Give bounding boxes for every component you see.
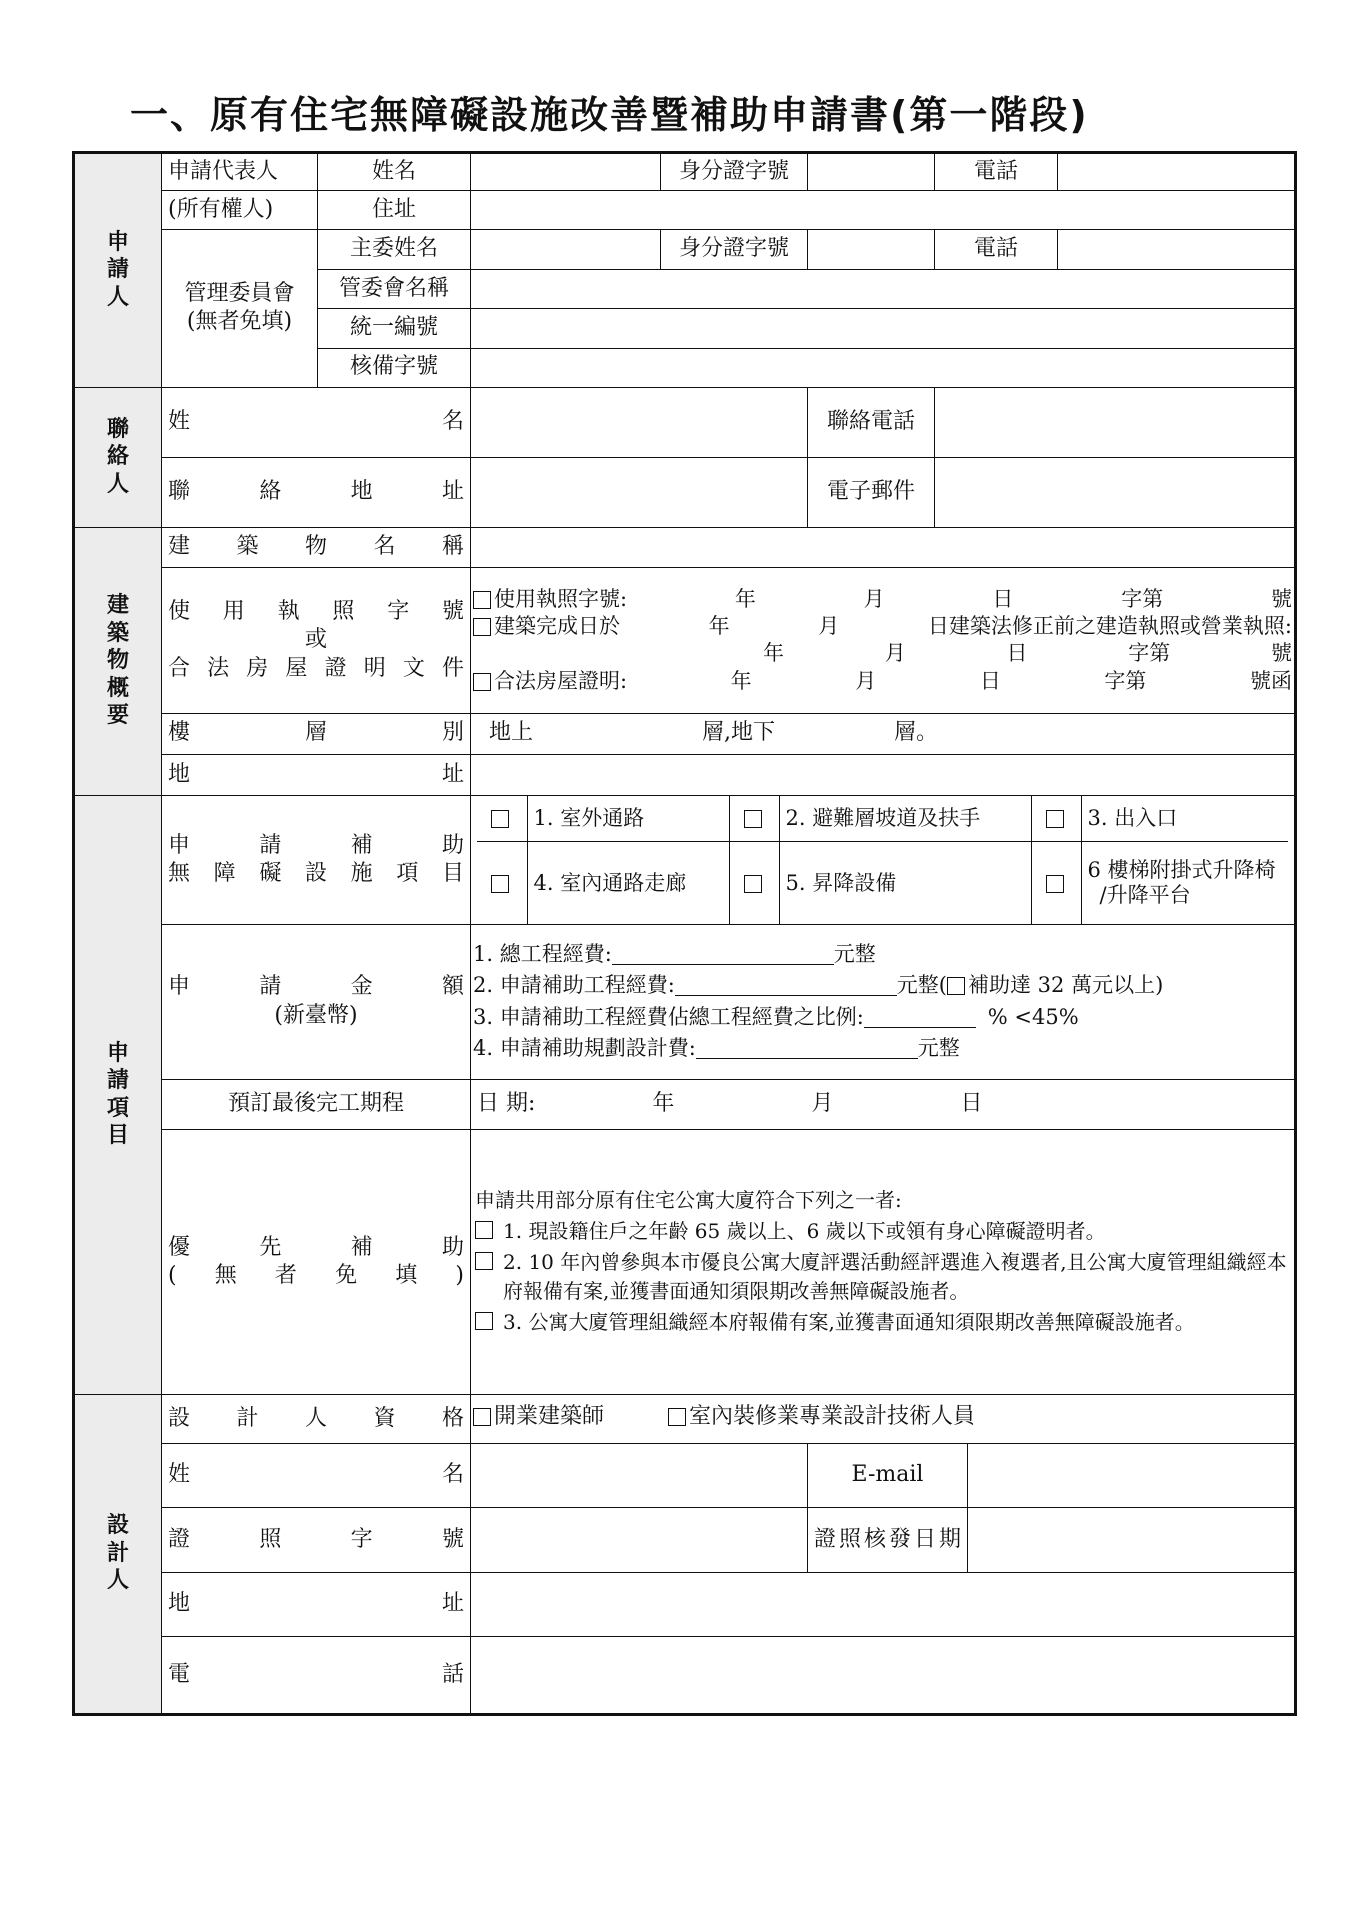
designer-name-field[interactable] [471, 1443, 808, 1508]
designer-email-label: E-mail [808, 1443, 968, 1508]
permit-option-1[interactable]: 使用執照字號: 年 月 日 字第 號 [473, 586, 1292, 613]
chair-phone-label: 電話 [935, 229, 1058, 269]
facility-options [471, 796, 1296, 925]
floors-label: 樓層別 [162, 713, 471, 754]
over-320k-checkbox[interactable] [947, 977, 965, 995]
license-date-field[interactable] [968, 1508, 1296, 1573]
architect-option[interactable]: 開業建築師 [473, 1403, 604, 1432]
filing-no-label: 核備字號 [318, 348, 471, 387]
designer-email-field[interactable] [968, 1443, 1296, 1508]
designer-name-label: 姓名 [162, 1443, 471, 1508]
chair-phone-field[interactable] [1058, 229, 1296, 269]
section-applicant: 申請人 [74, 153, 162, 388]
facility-4-checkbox[interactable] [491, 875, 509, 893]
facility-5-label: 5. 昇降設備 [779, 842, 1031, 925]
amount-fields [471, 925, 1296, 1079]
facility-label: 申請補助 無障礙設施項目 [162, 796, 471, 925]
priority-option-2[interactable]: 2. 10 年內曾參與本市優良公寓大廈評選活動經評選進入複選者,且公寓大廈管理組織經本府報備有案,並獲書面通知須限期改善無障礙設施者。 [475, 1248, 1290, 1306]
designer-phone-field[interactable] [471, 1637, 1296, 1715]
contact-name-field[interactable] [471, 387, 808, 458]
qualification-label: 設計人資格 [162, 1395, 471, 1443]
contact-phone-field[interactable] [935, 387, 1296, 458]
chair-id-field[interactable] [808, 229, 935, 269]
filing-no-field[interactable] [471, 348, 1296, 387]
application-form [72, 151, 1297, 1716]
qualification-options [471, 1395, 1296, 1443]
owner-id-field[interactable] [808, 153, 935, 191]
facility-1-label: 1. 室外通路 [527, 796, 729, 841]
contact-name-label: 姓名 [162, 387, 471, 458]
owner-name-field[interactable] [471, 153, 661, 191]
owner-label-1: 申請代表人 [162, 153, 318, 191]
designer-address-field[interactable] [471, 1572, 1296, 1637]
schedule-date-field[interactable]: 日 期: 年 月 日 [471, 1079, 1296, 1129]
section-items: 申請項目 [74, 796, 162, 1395]
permit-option-2[interactable]: 建築完成日於 年 月 日建築法修正前之建造執照或營業執照: [473, 613, 1292, 640]
section-designer: 設計人 [74, 1395, 162, 1715]
owner-phone-label: 電話 [935, 153, 1058, 191]
owner-address-field[interactable] [471, 191, 1296, 229]
section-contact: 聯絡人 [74, 387, 162, 527]
ratio-row[interactable]: 3. 申請補助工程經費佔總工程經費之比例: % <45% [473, 1004, 1079, 1029]
schedule-label: 預訂最後完工期程 [162, 1079, 471, 1129]
committee-label: 管理委員會 (無者免填) [162, 229, 318, 387]
owner-label-2: (所有權人) [162, 191, 318, 229]
facility-6-label: 6 樓梯附掛式升降椅 /升降平台 [1081, 842, 1288, 925]
legal-house-checkbox[interactable] [473, 673, 491, 691]
interior-designer-option[interactable]: 室內裝修業專業設計技術人員 [668, 1403, 975, 1432]
building-name-label: 建築物名稱 [162, 528, 471, 568]
facility-6-checkbox[interactable] [1046, 875, 1064, 893]
committee-name-field[interactable] [471, 269, 1296, 308]
license-date-label: 證照核發日期 [808, 1508, 968, 1573]
building-address-field[interactable] [471, 754, 1296, 795]
license-no-label: 證照字號 [162, 1508, 471, 1573]
design-fee-row[interactable]: 4. 申請補助規劃設計費: 元整 [473, 1036, 960, 1061]
facility-3-label: 3. 出入口 [1081, 796, 1288, 841]
amount-label: 申請金額 (新臺幣) [162, 925, 471, 1079]
permit-label: 使用執照字號 或 合法房屋證明文件 [162, 568, 471, 713]
owner-name-label: 姓名 [318, 153, 471, 191]
designer-phone-label: 電話 [162, 1637, 471, 1715]
chair-id-label: 身分證字號 [661, 229, 808, 269]
license-no-field[interactable] [471, 1508, 808, 1573]
contact-email-field[interactable] [935, 458, 1296, 528]
owner-id-label: 身分證字號 [661, 153, 808, 191]
designer-address-label: 地址 [162, 1572, 471, 1637]
priority-label: 優先補助 (無者免填) [162, 1130, 471, 1395]
permit-option-3[interactable]: 合法房屋證明: 年 月 日 字第 號函 [473, 668, 1292, 695]
contact-email-label: 電子郵件 [808, 458, 935, 528]
facility-5-checkbox[interactable] [744, 875, 762, 893]
tax-id-field[interactable] [471, 309, 1296, 348]
tax-id-label: 統一編號 [318, 309, 471, 348]
priority-option-1[interactable]: 1. 現設籍住戶之年齡 65 歲以上、6 歲以下或領有身心障礙證明者。 [475, 1217, 1290, 1246]
contact-address-label: 聯絡地址 [162, 458, 471, 528]
facility-2-checkbox[interactable] [744, 810, 762, 828]
building-name-field[interactable] [471, 528, 1296, 568]
total-cost-row[interactable]: 1. 總工程經費: 元整 [473, 941, 876, 966]
facility-4-label: 4. 室內通路走廊 [527, 842, 729, 925]
floors-field[interactable]: 地上 層,地下 層。 [471, 713, 1296, 754]
building-address-label: 地址 [162, 754, 471, 795]
priority-intro: 申請共用部分原有住宅公寓大廈符合下列之一者: [475, 1187, 902, 1212]
chair-name-field[interactable] [471, 229, 661, 269]
committee-name-label: 管委會名稱 [318, 269, 471, 308]
page-title: 一、原有住宅無障礙設施改善暨補助申請書(第一階段) [130, 93, 1089, 137]
facility-1-checkbox[interactable] [491, 810, 509, 828]
section-building: 建築物概要 [74, 528, 162, 796]
contact-address-field[interactable] [471, 458, 808, 528]
permit-options [471, 568, 1296, 713]
contact-phone-label: 聯絡電話 [808, 387, 935, 458]
facility-2-label: 2. 避難層坡道及扶手 [779, 796, 1031, 841]
chair-name-label: 主委姓名 [318, 229, 471, 269]
permit-checkbox[interactable] [473, 591, 491, 609]
permit-option-2-number: 年 月 日 字第 號 [763, 641, 1292, 666]
owner-address-label: 住址 [318, 191, 471, 229]
pre-law-checkbox[interactable] [473, 618, 491, 636]
priority-options [471, 1130, 1296, 1395]
subsidy-cost-row[interactable]: 2. 申請補助工程經費: 元整( 補助達 32 萬元以上) [473, 973, 1164, 998]
priority-option-3[interactable]: 3. 公寓大廈管理組織經本府報備有案,並獲書面通知須限期改善無障礙設施者。 [475, 1308, 1290, 1337]
facility-3-checkbox[interactable] [1046, 810, 1064, 828]
owner-phone-field[interactable] [1058, 153, 1296, 191]
